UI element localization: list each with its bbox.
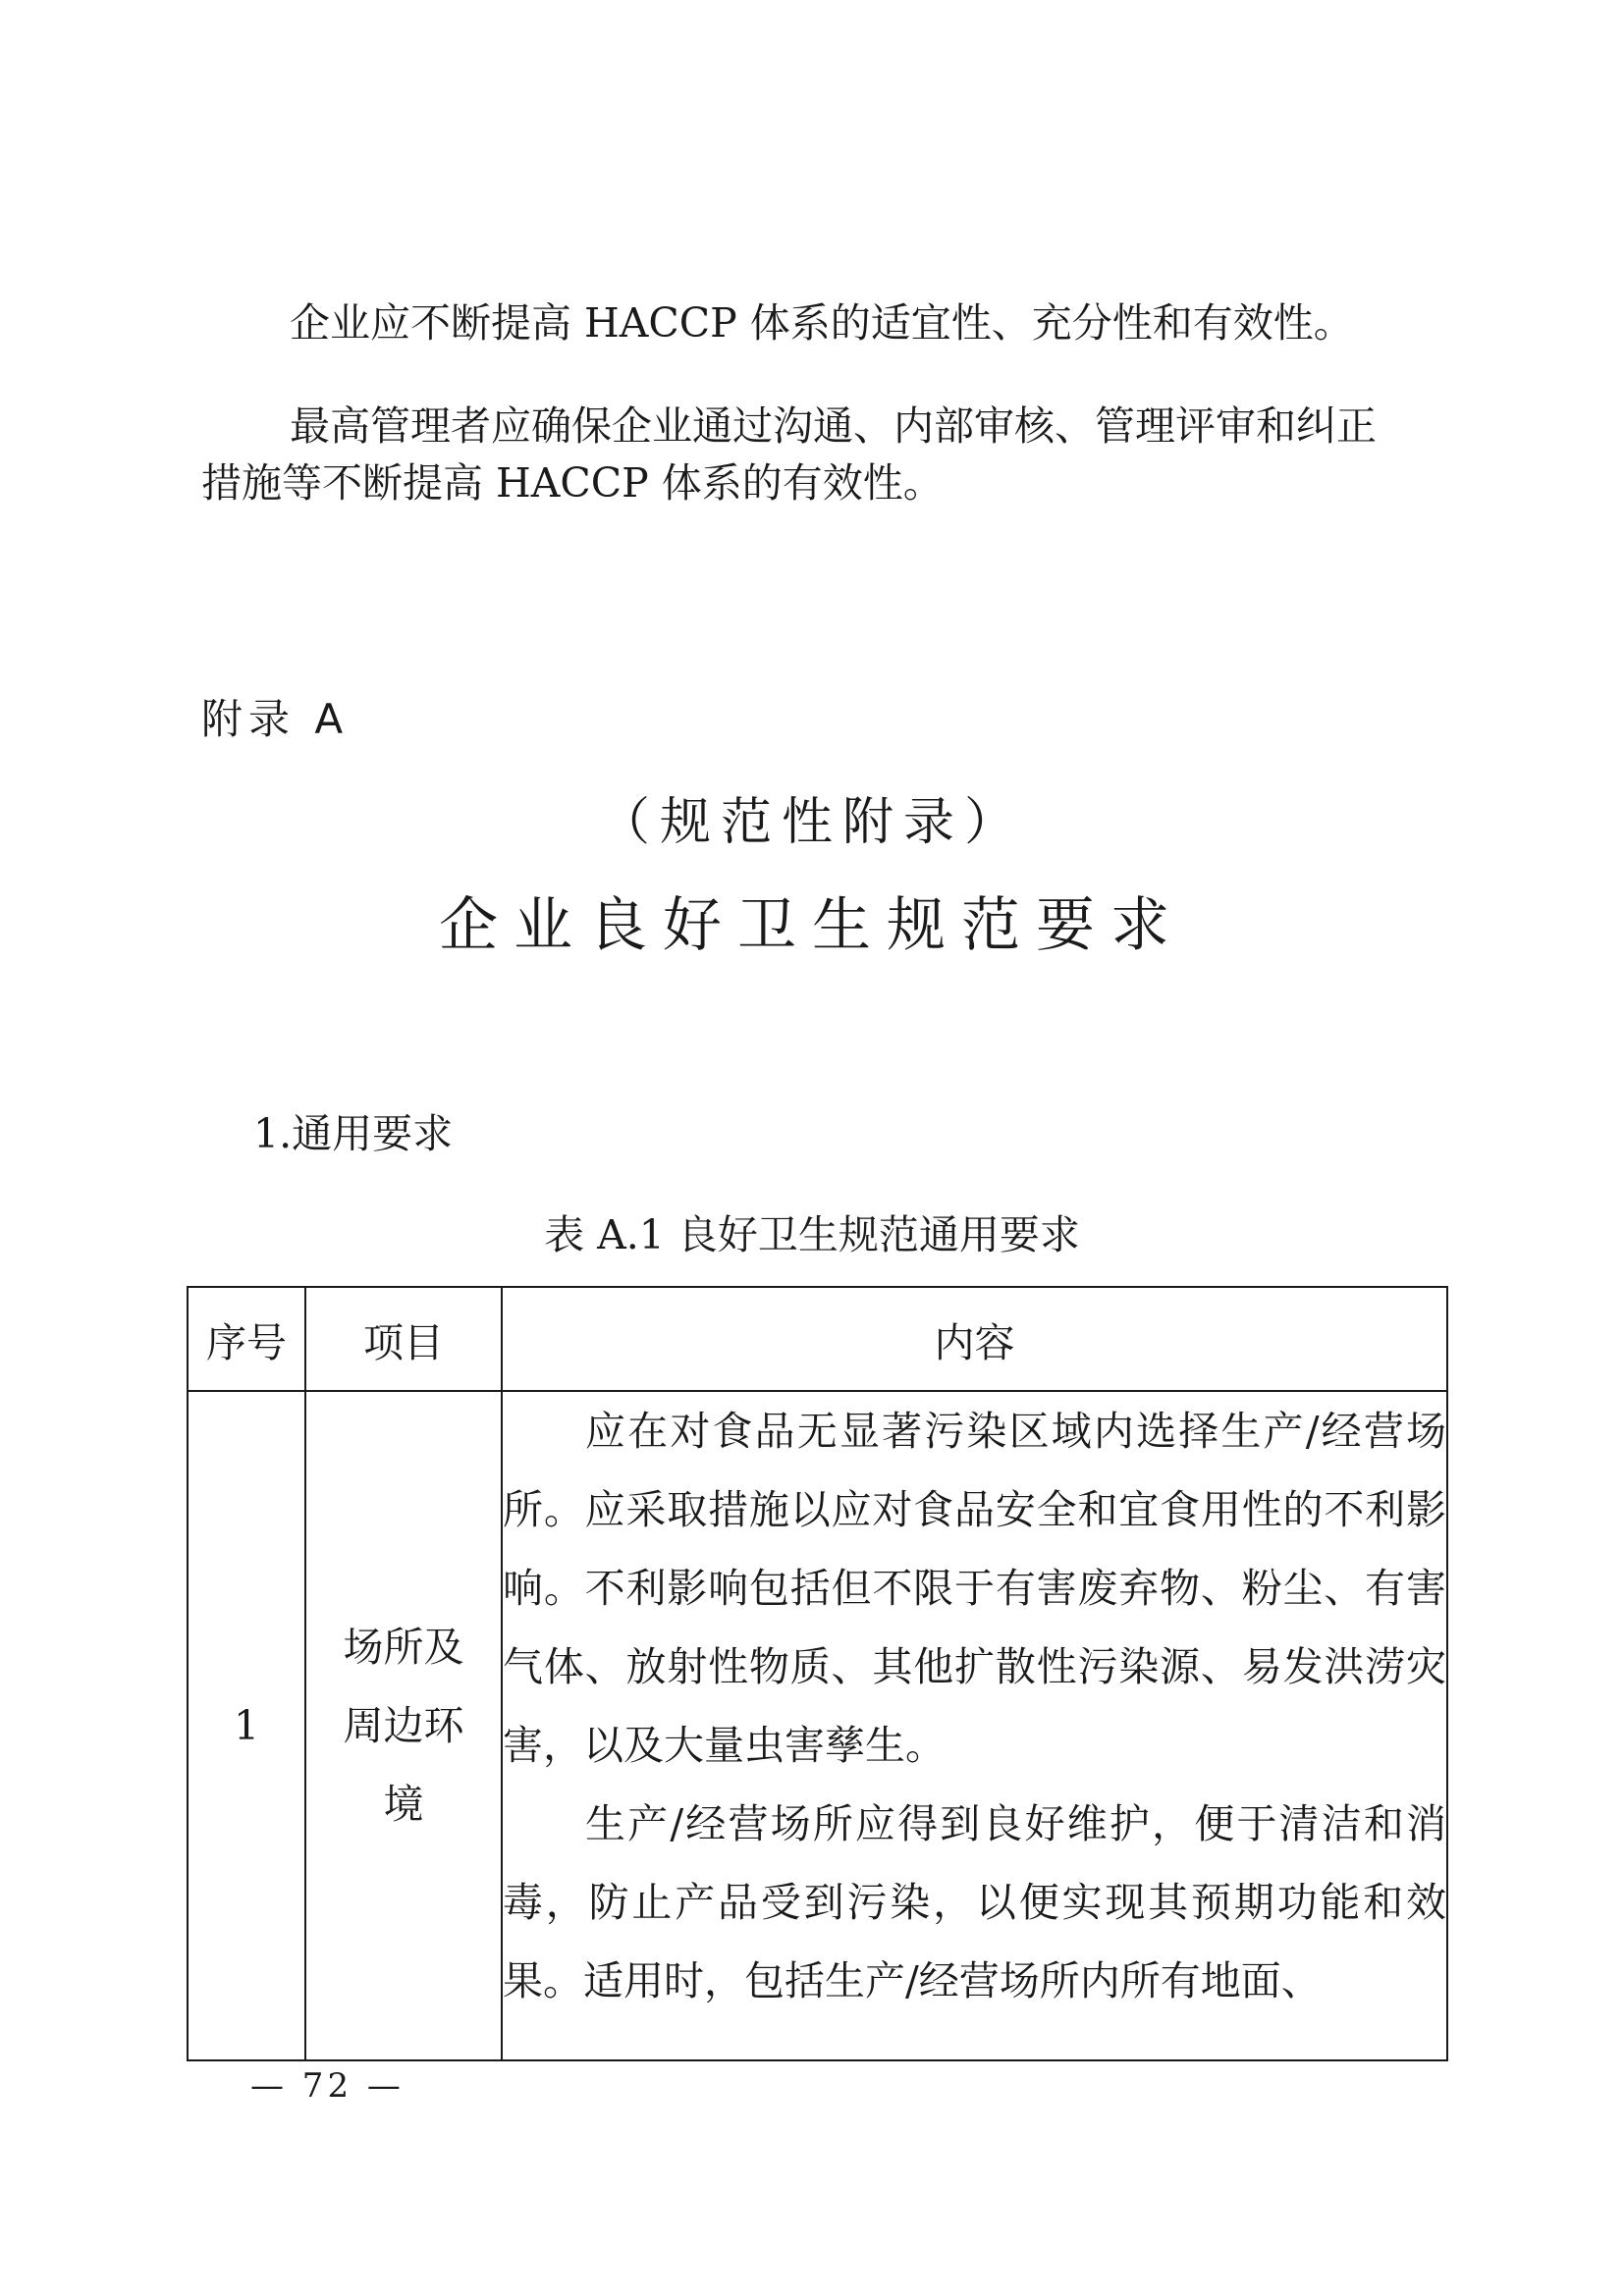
requirements-table <box>187 1286 1448 2061</box>
section-heading: 1.通用要求 <box>253 1110 454 1157</box>
paragraph-text: 企业应不断提高 HACCP 体系的适宜性、充分性和有效性。 <box>290 299 1354 347</box>
row-item-line: 场所及 <box>343 1624 464 1671</box>
appendix-label: 附录 A <box>201 695 350 743</box>
row-item-line: 周边环 <box>343 1702 464 1749</box>
appendix-subtitle: （规范性附录） <box>598 793 1025 852</box>
content-paragraph: 应在对食品无显著污染区域内选择生产/经营场所。应采取措施以应对食品安全和宜食用性的不利影响。不利影响包括但不限于有害废弃物、粉尘、有害气体、放射性物质、其他扩散性污染源、易发洪涝灾害，以及大量虫害孳生。 <box>503 1408 1446 1769</box>
table-row <box>188 1391 1447 2060</box>
table-header-row <box>188 1287 1447 1391</box>
row-seq: 1 <box>188 1391 305 2060</box>
appendix-title: 企业良好卫生规范要求 <box>439 891 1185 960</box>
paragraph-line: 最高管理者应确保企业通过沟通、内部审核、管理评审和纠正 <box>290 402 1377 450</box>
row-item-line: 境 <box>383 1781 424 1828</box>
content-paragraph: 生产/经营场所应得到良好维护，便于清洁和消毒，防止产品受到污染，以便实现其预期功能和效果。适用时，包括生产/经营场所内所有地面、 <box>503 1800 1446 2004</box>
header-item: 项目 <box>305 1287 502 1391</box>
header-seq: 序号 <box>188 1287 305 1391</box>
row-content <box>502 1391 1447 2060</box>
paragraph-improve-haccp <box>201 294 1429 351</box>
table-caption: 表 A.1 良好卫生规范通用要求 <box>544 1211 1080 1258</box>
paragraph-line: 措施等不断提高 HACCP 体系的有效性。 <box>201 459 944 507</box>
paragraph-management-commitment <box>201 398 1429 511</box>
row-item <box>305 1391 502 2060</box>
page-number: — 72 — <box>250 2066 405 2106</box>
header-content: 内容 <box>502 1287 1447 1391</box>
